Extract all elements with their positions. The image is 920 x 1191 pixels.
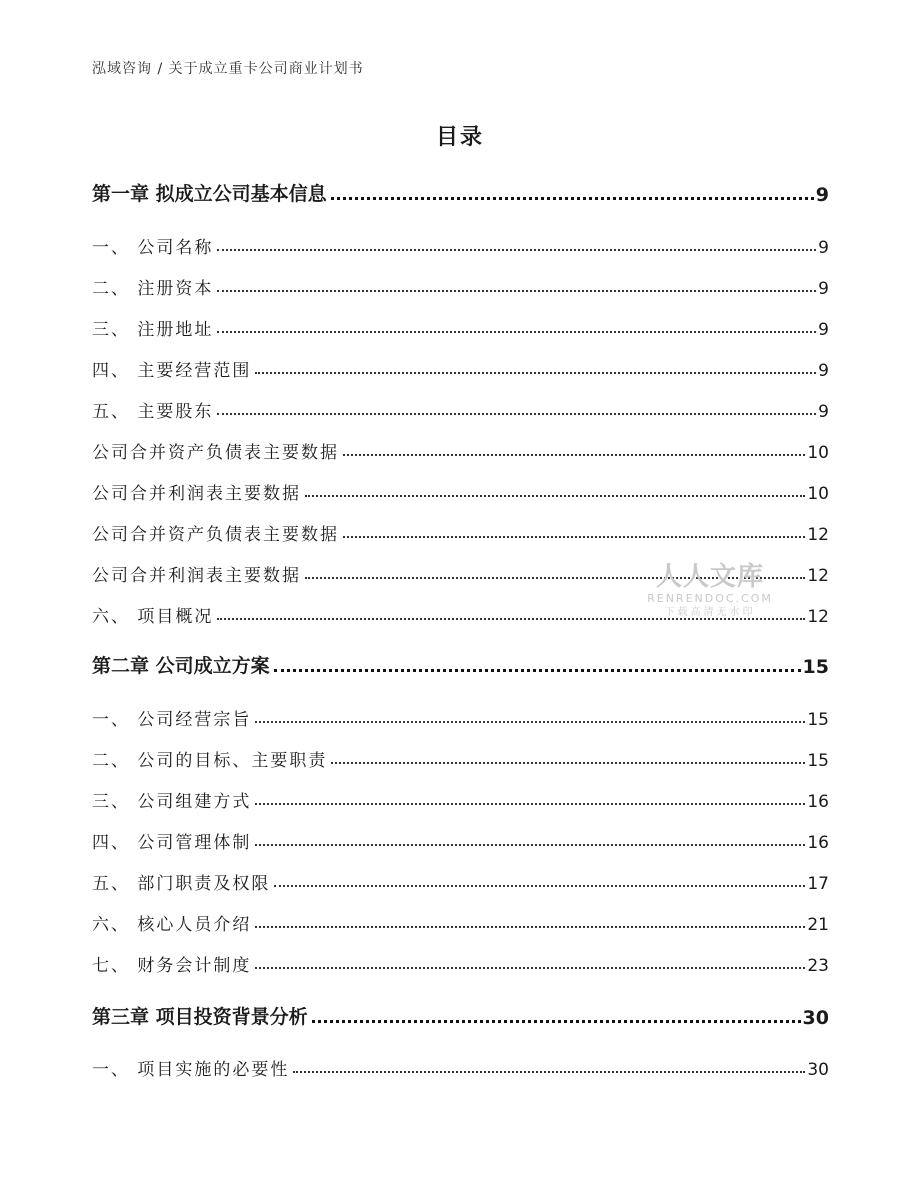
breadcrumb: 泓域咨询 / 关于成立重卡公司商业计划书: [92, 61, 364, 77]
toc-entry-row[interactable]: [92, 269, 829, 299]
watermark-tagline: 下载高清无水印: [664, 607, 756, 618]
toc-page-number: 15: [807, 751, 829, 771]
leader-dots: [255, 967, 805, 969]
toc-entry-row[interactable]: [92, 864, 829, 894]
leader-dots: [343, 454, 805, 456]
leader-dots: [255, 372, 816, 374]
toc-page-number: 9: [818, 361, 829, 381]
leader-dots: [217, 413, 816, 415]
toc-label: 第一章 拟成立公司基本信息: [92, 183, 327, 205]
toc-label: 第三章 项目投资背景分析: [92, 1006, 308, 1028]
toc-entry-row[interactable]: [92, 782, 829, 812]
toc-entry-row[interactable]: [92, 946, 829, 976]
toc-page-number: 23: [807, 956, 829, 976]
leader-dots: [217, 290, 816, 292]
toc-label: 一、 项目实施的必要性: [92, 1060, 290, 1080]
leader-dots: [255, 803, 805, 805]
toc-page-number: 10: [807, 443, 829, 463]
toc-label: 公司合并资产负债表主要数据: [92, 443, 339, 463]
toc-page-number: 12: [807, 607, 829, 627]
leader-dots: [343, 536, 805, 538]
leader-dots: [255, 926, 805, 928]
leader-dots: [312, 1020, 801, 1023]
toc-page-number: 12: [807, 525, 829, 545]
toc-label: 公司合并资产负债表主要数据: [92, 525, 339, 545]
toc-entry-row[interactable]: [92, 515, 829, 545]
watermark-url: RENRENDOC.COM: [647, 592, 773, 605]
toc-label: 二、 公司的目标、主要职责: [92, 751, 328, 771]
toc-entry-row[interactable]: [92, 228, 829, 258]
toc-chapter-row[interactable]: [92, 999, 829, 1029]
leader-dots: [274, 885, 805, 887]
toc-label: 公司合并利润表主要数据: [92, 484, 301, 504]
toc-label: 六、 项目概况: [92, 607, 214, 627]
toc-entry-row[interactable]: [92, 392, 829, 422]
toc-chapter-row[interactable]: [92, 176, 829, 206]
toc-label: 四、 主要经营范围: [92, 361, 252, 381]
toc-label: 一、 公司经营宗旨: [92, 710, 252, 730]
leader-dots: [255, 721, 805, 723]
leader-dots: [305, 495, 805, 497]
toc-page-number: 12: [807, 566, 829, 586]
leader-dots: [293, 1071, 805, 1073]
toc-label: 五、 主要股东: [92, 402, 214, 422]
leader-dots: [255, 844, 805, 846]
leader-dots: [274, 669, 801, 672]
toc-page-number: 9: [818, 238, 829, 258]
leader-dots: [217, 249, 816, 251]
toc-page-number: 9: [815, 184, 829, 206]
leader-dots: [331, 762, 805, 764]
toc-entry-row[interactable]: [92, 351, 829, 381]
watermark-logo: [645, 562, 775, 620]
toc-label: 公司合并利润表主要数据: [92, 566, 301, 586]
toc-label: 三、 公司组建方式: [92, 792, 252, 812]
toc-page-number: 10: [807, 484, 829, 504]
toc-chapter-row[interactable]: [92, 648, 829, 678]
leader-dots: [331, 197, 814, 200]
toc-entry-row[interactable]: [92, 823, 829, 853]
toc-entry-row[interactable]: [92, 310, 829, 340]
toc-page-number: 30: [802, 1007, 829, 1029]
toc-label: 七、 财务会计制度: [92, 956, 252, 976]
toc-label: 四、 公司管理体制: [92, 833, 252, 853]
toc-entry-row[interactable]: [92, 1050, 829, 1080]
toc-page-number: 21: [807, 915, 829, 935]
toc-label: 第二章 公司成立方案: [92, 655, 270, 677]
toc-page-number: 15: [807, 710, 829, 730]
toc-page-number: 16: [807, 792, 829, 812]
toc-page-number: 9: [818, 320, 829, 340]
toc-entry-row[interactable]: [92, 741, 829, 771]
toc-label: 五、 部门职责及权限: [92, 874, 271, 894]
toc-label: 三、 注册地址: [92, 320, 214, 340]
toc-label: 一、 公司名称: [92, 238, 214, 258]
toc-entry-row[interactable]: [92, 905, 829, 935]
toc-page-number: 15: [802, 656, 829, 678]
toc-entry-row[interactable]: [92, 433, 829, 463]
toc-page-number: 30: [807, 1060, 829, 1080]
toc-label: 六、 核心人员介绍: [92, 915, 252, 935]
page-title: 目录: [435, 125, 484, 150]
watermark-name: 人人文库: [655, 562, 764, 592]
toc-label: 二、 注册资本: [92, 279, 214, 299]
toc-page-number: 9: [818, 279, 829, 299]
leader-dots: [217, 331, 816, 333]
toc-entry-row[interactable]: [92, 700, 829, 730]
toc-entry-row[interactable]: [92, 474, 829, 504]
toc-page-number: 16: [807, 833, 829, 853]
toc-page-number: 17: [807, 874, 829, 894]
toc-page-number: 9: [818, 402, 829, 422]
